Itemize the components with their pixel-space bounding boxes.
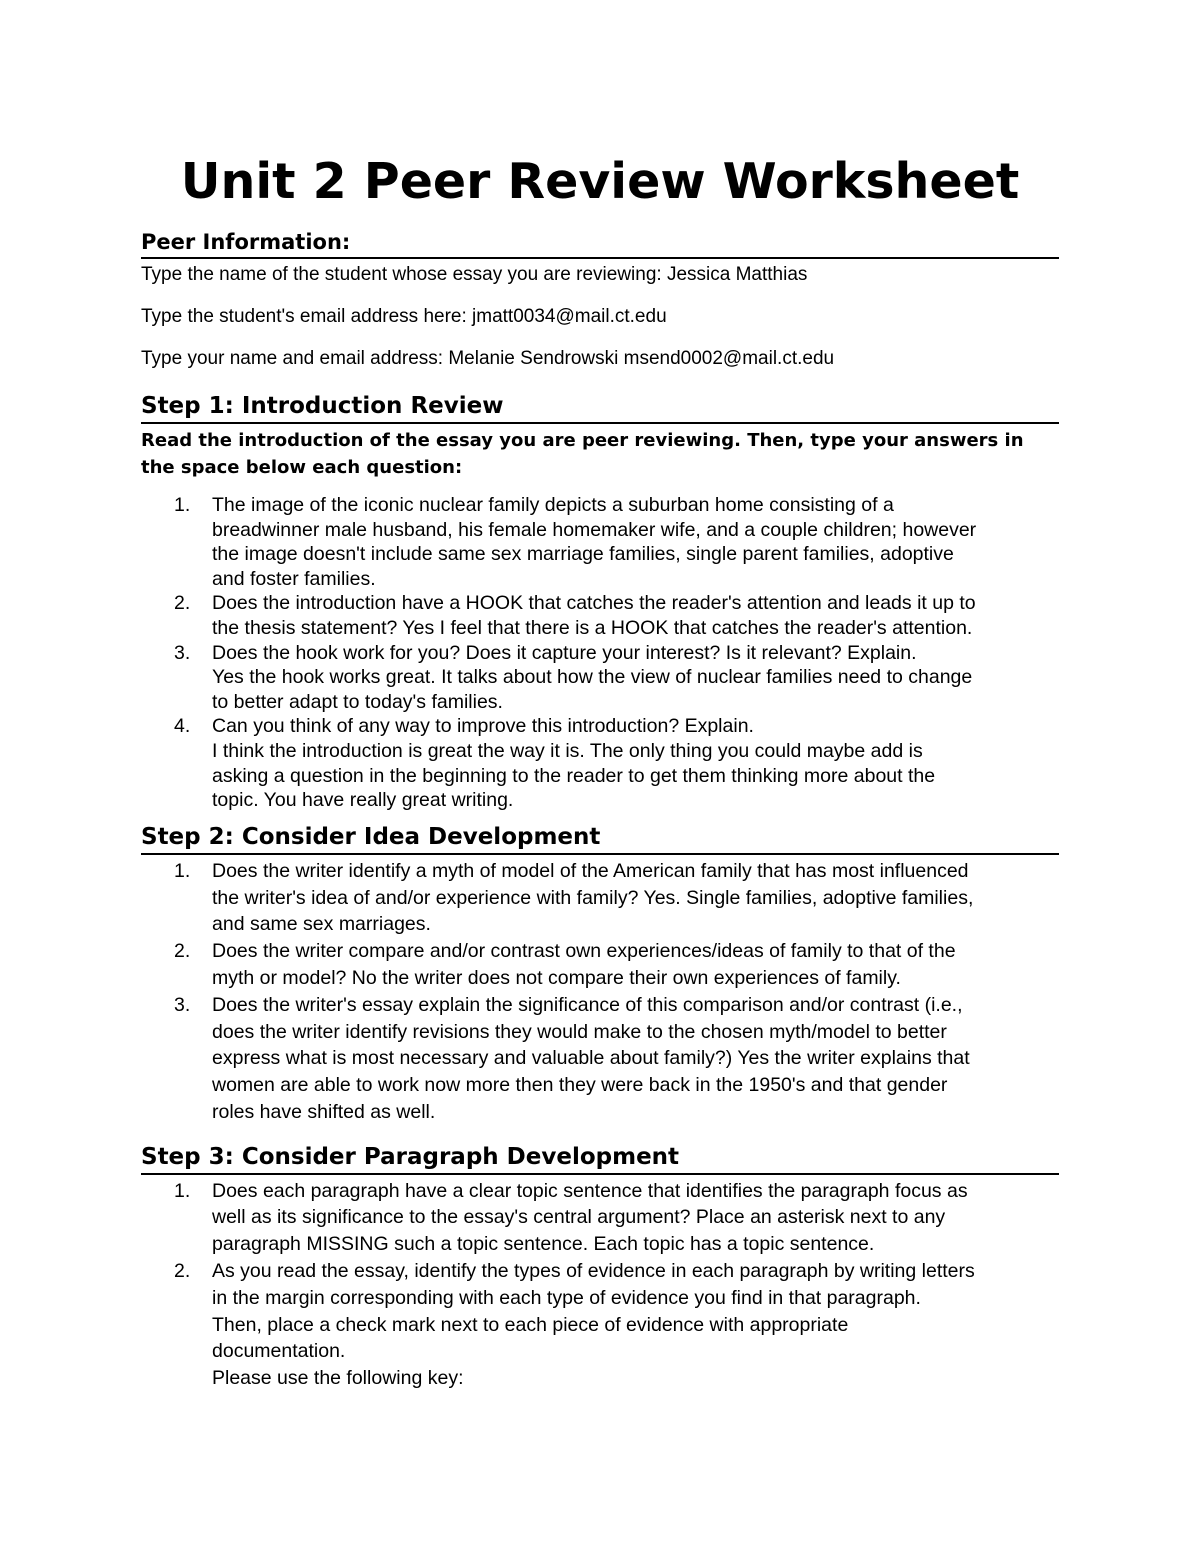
list-item-line: paragraph MISSING such a topic sentence. Each topic has a topic sentence. (212, 1233, 875, 1256)
list-item-line: the writer's idea of and/or experience with family? Yes. Single families, adoptive families, (212, 886, 974, 909)
list-item-number: 3. (174, 641, 191, 664)
list-item-line: The image of the iconic nuclear family depicts a suburban home consisting of a (212, 494, 894, 516)
peer-info-section (141, 228, 1059, 371)
step2-heading: Step 2: Consider Idea Development (141, 822, 1059, 855)
list-item (141, 1178, 1059, 1258)
list-item-line: Please use the following key: (212, 1367, 464, 1390)
peer-info-student-name: Type the name of the student whose essay you are reviewing: Jessica Matthias (141, 264, 808, 285)
list-item-line: express what is most necessary and valuable about family?) Yes the writer explains that (212, 1047, 970, 1070)
list-item-line: documentation. (212, 1340, 346, 1363)
step1-section (141, 391, 1059, 813)
list-item-line: to better adapt to today's families. (212, 690, 503, 713)
list-item-line: breadwinner male husband, his female homemaker wife, and a couple children; however (212, 518, 977, 541)
list-item-number: 1. (174, 494, 191, 516)
document-content (141, 150, 1059, 1392)
list-item-line: women are able to work now more then they were back in the 1950's and that gender (212, 1074, 948, 1097)
step3-question-list (141, 1178, 1059, 1392)
peer-info-student-email: Type the student's email address here: jmatt0034@mail.ct.edu (141, 306, 667, 327)
list-item-line: Yes the hook works great. It talks about how the view of nuclear families need to change (212, 666, 973, 689)
list-item-number: 2. (174, 940, 191, 963)
step3-section (141, 1142, 1059, 1392)
list-item-line: I think the introduction is great the way it is. The only thing you could maybe add is (212, 739, 923, 762)
list-item (141, 493, 1059, 591)
list-item-number: 2. (174, 1260, 191, 1283)
list-item-line: Does the hook work for you? Does it capture your interest? Is it relevant? Explain. (212, 641, 917, 664)
list-item-line: roles have shifted as well. (212, 1100, 436, 1123)
list-item-line: and same sex marriages. (212, 913, 431, 936)
page-title: Unit 2 Peer Review Worksheet (180, 153, 1020, 210)
step1-instructions-line: the space below each question: (141, 457, 463, 478)
step1-heading: Step 1: Introduction Review (141, 391, 1059, 424)
list-item-line: Can you think of any way to improve this introduction? Explain. (212, 715, 754, 738)
list-item-number: 3. (174, 993, 191, 1016)
list-item-line: Does the writer's essay explain the significance of this comparison and/or contrast (i.e., (212, 993, 963, 1016)
list-item (141, 992, 1059, 1126)
step2-question-list (141, 858, 1059, 1126)
list-item-line: in the margin corresponding with each type of evidence you find in that paragraph. (212, 1286, 921, 1309)
step2-section (141, 822, 1059, 1126)
list-item (141, 641, 1059, 715)
list-item-number: 4. (174, 715, 191, 738)
list-item-line: Does the writer identify a myth of model of the American family that has most influenced (212, 859, 969, 882)
peer-info-heading: Peer Information: (141, 228, 1059, 259)
list-item-line: topic. You have really great writing. (212, 789, 514, 812)
list-item-line: Does the writer compare and/or contrast own experiences/ideas of family to that of the (212, 940, 956, 963)
step1-instructions (141, 427, 1059, 481)
list-item (141, 1258, 1059, 1392)
list-item-number: 2. (174, 592, 191, 615)
list-item (141, 938, 1059, 992)
list-item-line: and foster families. (212, 567, 376, 590)
list-item-line: myth or model? No the writer does not compare their own experiences of family. (212, 966, 901, 989)
step1-instructions-line: Read the introduction of the essay you are peer reviewing. Then, type your answers in (141, 430, 1024, 451)
peer-info-reviewer: Type your name and email address: Melanie Sendrowski msend0002@mail.ct.edu (141, 348, 835, 369)
list-item-line: the image doesn't include same sex marriage families, single parent families, adoptive (212, 543, 954, 566)
list-item-line: Does each paragraph have a clear topic sentence that identifies the paragraph focus as (212, 1179, 968, 1202)
step1-question-list (141, 493, 1059, 813)
list-item (141, 858, 1059, 938)
list-item-line: Then, place a check mark next to each piece of evidence with appropriate (212, 1313, 849, 1336)
list-item (141, 591, 1059, 640)
list-item-line: the thesis statement? Yes I feel that there is a HOOK that catches the reader's attention. (212, 616, 973, 639)
list-item-line: well as its significance to the essay's central argument? Place an asterisk next to any (212, 1206, 946, 1229)
list-item-number: 1. (174, 1179, 191, 1202)
list-item-number: 1. (174, 859, 191, 882)
step3-heading: Step 3: Consider Paragraph Development (141, 1142, 1059, 1175)
list-item-line: asking a question in the beginning to the reader to get them thinking more about the (212, 764, 936, 787)
list-item-line: As you read the essay, identify the types of evidence in each paragraph by writing letters (212, 1260, 975, 1283)
list-item (141, 714, 1059, 812)
list-item-line: does the writer identify revisions they would make to the chosen myth/model to better (212, 1020, 947, 1043)
list-item-line: Does the introduction have a HOOK that catches the reader's attention and leads it up to (212, 592, 976, 615)
